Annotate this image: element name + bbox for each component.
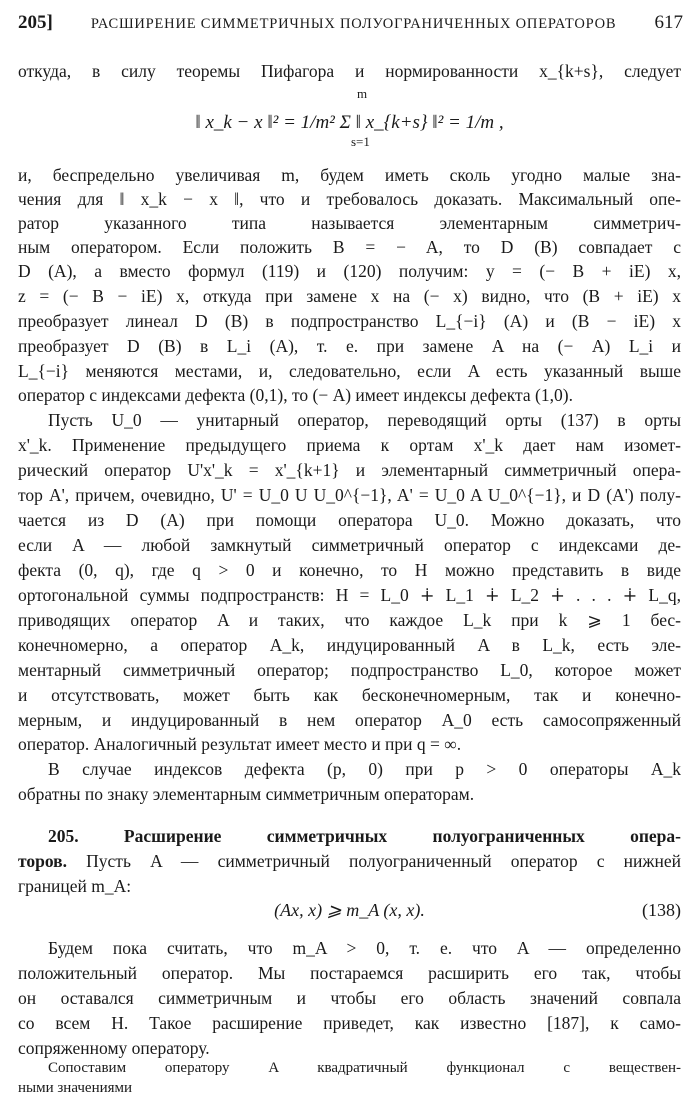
text-line: обратны по знаку элементарным симметричным операторам.: [18, 784, 475, 804]
text-line: мерным, и индуцированный в нем оператор A_0 есть самосопряженный: [18, 710, 681, 730]
section-heading-end: торов.: [18, 851, 67, 871]
text-line: если A — любой замкнутый симметричный оператор с индексами де-: [18, 535, 681, 555]
text-line: оператор с индексами дефекта (0,1), то (− A) имеет индексы дефекта (1,0).: [18, 385, 573, 405]
text-line: фекта (0, q), где q > 0 и конечно, то H можно представить в виде: [18, 560, 681, 580]
text-line: В случае индексов дефекта (p, 0) при p > 0 операторы A_k: [48, 759, 681, 779]
equation-number-138: (138): [642, 900, 681, 920]
text-line: приводящих оператор A и таких, что каждое L_k при k ⩾ 1 бес-: [18, 610, 681, 630]
header-section-number: 205]: [18, 12, 53, 33]
text-line: конечномерно, а оператор A_k, индуцированный A в L_k, есть эле-: [18, 635, 681, 655]
formula-138: [18, 897, 681, 923]
text-line: ными значениями: [18, 1080, 133, 1096]
text-line: L_{−i} меняются местами, и, следовательно, если A есть указанный выше: [18, 361, 681, 381]
text-line: ратор указанного типа называется элементарным симметрич-: [18, 213, 681, 233]
text-line: ментарный симметричный оператор; подпространство L_0, которое может: [18, 660, 681, 680]
formula-sum-lower: s=1: [351, 134, 370, 149]
formula-sum-upper: m: [357, 86, 368, 101]
text-line: он оставался симметричным и чтобы его область значений совпала: [18, 988, 681, 1008]
text-line: чается из D (A) при помощи оператора U_0. Можно доказать, что: [18, 510, 681, 530]
text-line: рический оператор U'x'_k = x'_{k+1} и элементарный симметричный опера-: [18, 460, 681, 480]
text-line: откуда, в силу теоремы Пифагора и нормированности x_{k+s}, следует: [18, 61, 681, 81]
text-line: Будем пока считать, что m_A > 0, т. е. что A — определенно: [48, 938, 681, 958]
section-heading: 205. Расширение симметричных полуограниченных опера-: [48, 826, 681, 846]
text-line: Сопоставим оператору A квадратичный функционал с веществен-: [48, 1060, 681, 1076]
formula-138-text: (Ax, x) ⩾ m_A (x, x).: [274, 900, 425, 920]
text-line: [18, 848, 681, 874]
text-line: сопряженному оператору.: [18, 1038, 210, 1058]
header-running-title: РАСШИРЕНИЕ СИММЕТРИЧНЫХ ПОЛУОГРАНИЧЕННЫХ ОПЕРАТОРОВ: [90, 16, 617, 32]
text-line: D (A), а вместо формул (119) и (120) получим: y = (− B + iE) x,: [18, 261, 681, 281]
text-line: преобразует линеал D (B) в подпространство L_{−i} (A) и (B − iE) x: [18, 311, 681, 331]
text-line: и, беспредельно увеличивая m, будем иметь сколь угодно малые зна-: [18, 165, 681, 185]
text-line: тор A', причем, очевидно, U' = U_0 U U_0^{−1}, A' = U_0 A U_0^{−1}, и D (A') полу-: [18, 485, 681, 505]
text-line: ортогональной суммы подпространств: H = L_0 ∔ L_1 ∔ L_2 ∔ . . . ∔ L_q,: [18, 585, 681, 605]
text-line: преобразует D (B) в L_i (A), т. е. при замене A на (− A) L_i и: [18, 336, 681, 356]
text-line: z = (− B − iE) x, откуда при замене x на (− x) видно, что (B + iE) x: [18, 286, 681, 306]
text-line: чения для ‖ x_k − x ‖, что и требовалось доказать. Максимальный опе-: [18, 189, 681, 209]
text-line: границей m_A:: [18, 876, 132, 896]
text-line: со всем H. Такое расширение приведет, как известно [187], к само-: [18, 1013, 681, 1033]
text-line: Пусть U_0 — унитарный оператор, переводящий орты (137) в орты: [48, 410, 681, 430]
text-line: и отсутствовать, может быть как бесконечномерным, так и конечно-: [18, 685, 681, 705]
text-line: ным оператором. Если положить B = − A, то D (B) совпадает с: [18, 237, 681, 257]
formula-norm-estimate: [18, 86, 681, 160]
formula-norm-text: ‖ x_k − x ‖² = 1/m² Σ ‖ x_{k+s} ‖² = 1/m ,: [195, 112, 504, 133]
text-line: оператор. Аналогичный результат имеет место и при q = ∞.: [18, 734, 462, 754]
text-line: положительный оператор. Мы постараемся расширить его так, чтобы: [18, 963, 681, 983]
running-header: [18, 12, 683, 36]
text-line-rest: Пусть A — симметричный полуограниченный оператор с нижней: [67, 851, 681, 871]
text-line: x'_k. Применение предыдущего приема к ортам x'_k дает нам изомет-: [18, 435, 681, 455]
header-page-number: 617: [654, 12, 683, 33]
